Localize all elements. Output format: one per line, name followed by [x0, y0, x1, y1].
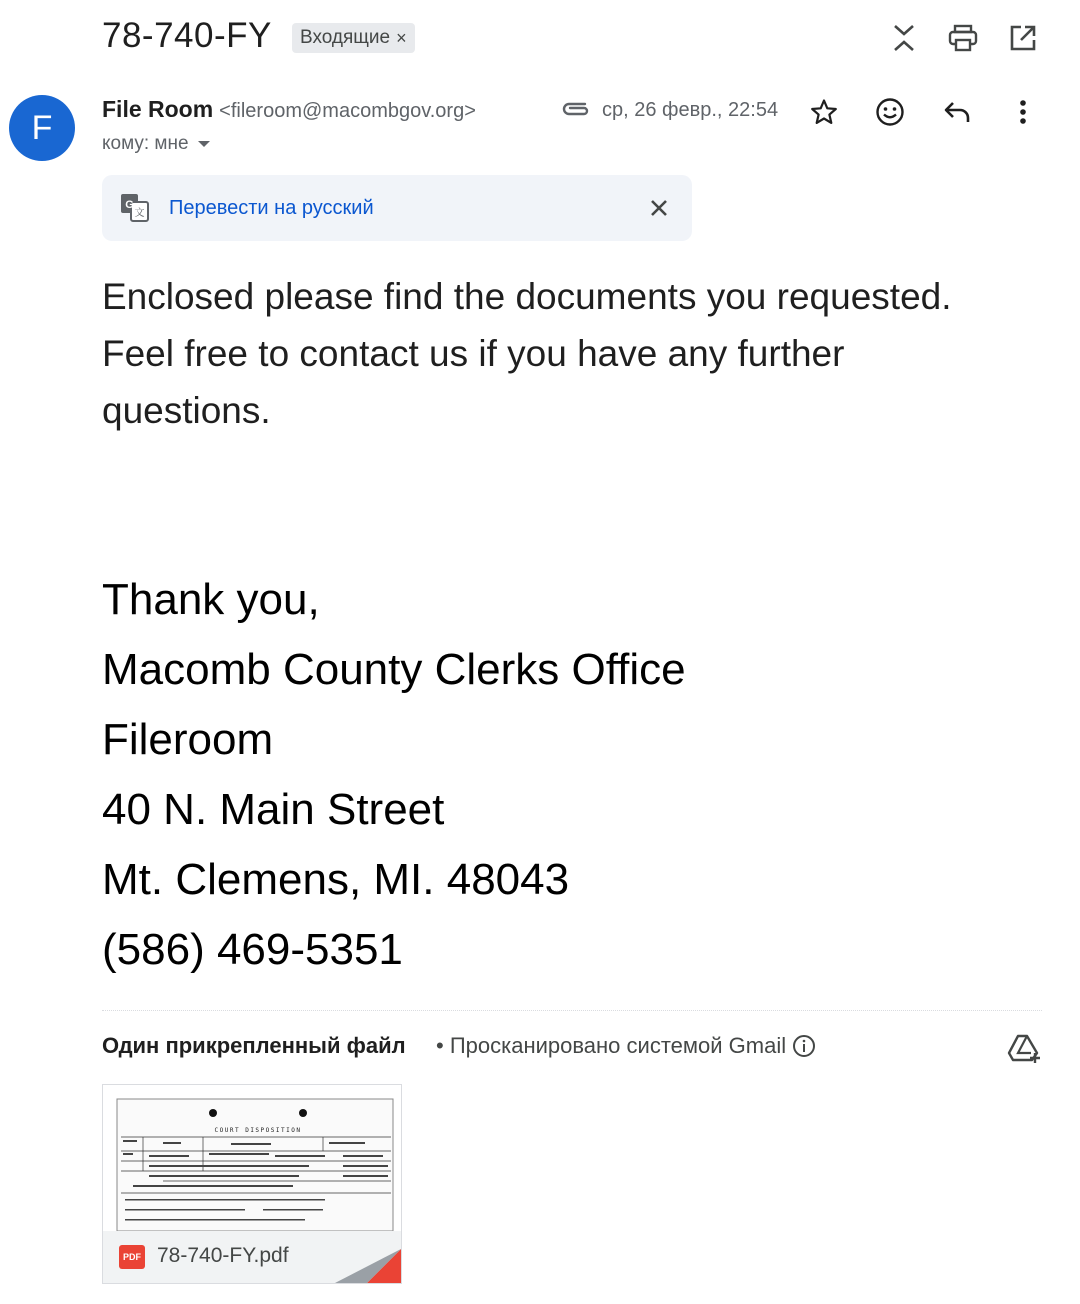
svg-text:G: G — [125, 199, 134, 211]
pdf-file-icon: PDF — [119, 1245, 145, 1269]
attachment-filename[interactable]: 78-740-FY.pdf — [157, 1244, 289, 1267]
label-text: Входящие — [300, 27, 391, 48]
email-date: ср, 26 февр., 22:54 — [602, 99, 779, 121]
sender-email: <fileroom@macombgov.org> — [219, 100, 476, 122]
email-body — [102, 268, 1002, 439]
print-icon[interactable] — [941, 16, 985, 60]
signature-line: Macomb County Clerks Office — [102, 645, 686, 694]
collapse-all-icon[interactable] — [882, 16, 926, 60]
sender-name[interactable]: File Room — [102, 96, 214, 122]
info-icon[interactable] — [792, 1034, 816, 1058]
emoji-reaction-icon[interactable] — [867, 89, 913, 135]
scan-note — [436, 1033, 816, 1059]
attachment-clip-icon — [560, 98, 592, 122]
svg-text:文: 文 — [134, 208, 145, 219]
signature-line: Mt. Clemens, MI. 48043 — [102, 855, 570, 904]
signature-line: Fileroom — [102, 715, 274, 764]
remove-label-icon[interactable]: × — [396, 27, 407, 48]
attachments-title: Один прикрепленный файл — [102, 1033, 406, 1058]
add-to-drive-icon[interactable] — [1002, 1028, 1046, 1068]
dropdown-arrow-icon — [197, 139, 211, 149]
translate-link[interactable]: Перевести на русский — [169, 197, 374, 219]
signature-line: 40 N. Main Street — [102, 785, 445, 834]
open-in-new-window-icon[interactable] — [1001, 16, 1045, 60]
signature — [102, 565, 1002, 985]
pdf-preview-thumbnail — [103, 1085, 401, 1231]
scan-note-text: • Просканировано системой Gmail — [436, 1033, 787, 1058]
attachment-card[interactable] — [102, 1084, 402, 1284]
page-curl-corner — [335, 1249, 401, 1283]
inbox-label-chip[interactable] — [292, 23, 415, 53]
close-icon[interactable] — [640, 188, 678, 228]
body-line: Enclosed please find the documents you requested. — [102, 276, 952, 317]
sender-line — [102, 96, 476, 123]
signature-line: (586) 469-5351 — [102, 925, 403, 974]
preview-heading: COURT DISPOSITION — [214, 1127, 302, 1134]
reply-icon[interactable] — [934, 89, 980, 135]
more-options-icon[interactable] — [1000, 89, 1046, 135]
recipient-toggle[interactable] — [102, 133, 211, 155]
email-subject: 78-740-FY — [102, 16, 272, 55]
signature-line: Thank you, — [102, 575, 320, 624]
divider — [102, 1010, 1042, 1011]
google-translate-icon — [120, 193, 150, 223]
recipient-text: кому: мне — [102, 133, 189, 154]
avatar[interactable]: F — [9, 95, 75, 161]
body-line: Feel free to contact us if you have any further — [102, 333, 845, 374]
star-icon[interactable] — [801, 89, 847, 135]
body-line: questions. — [102, 390, 271, 431]
